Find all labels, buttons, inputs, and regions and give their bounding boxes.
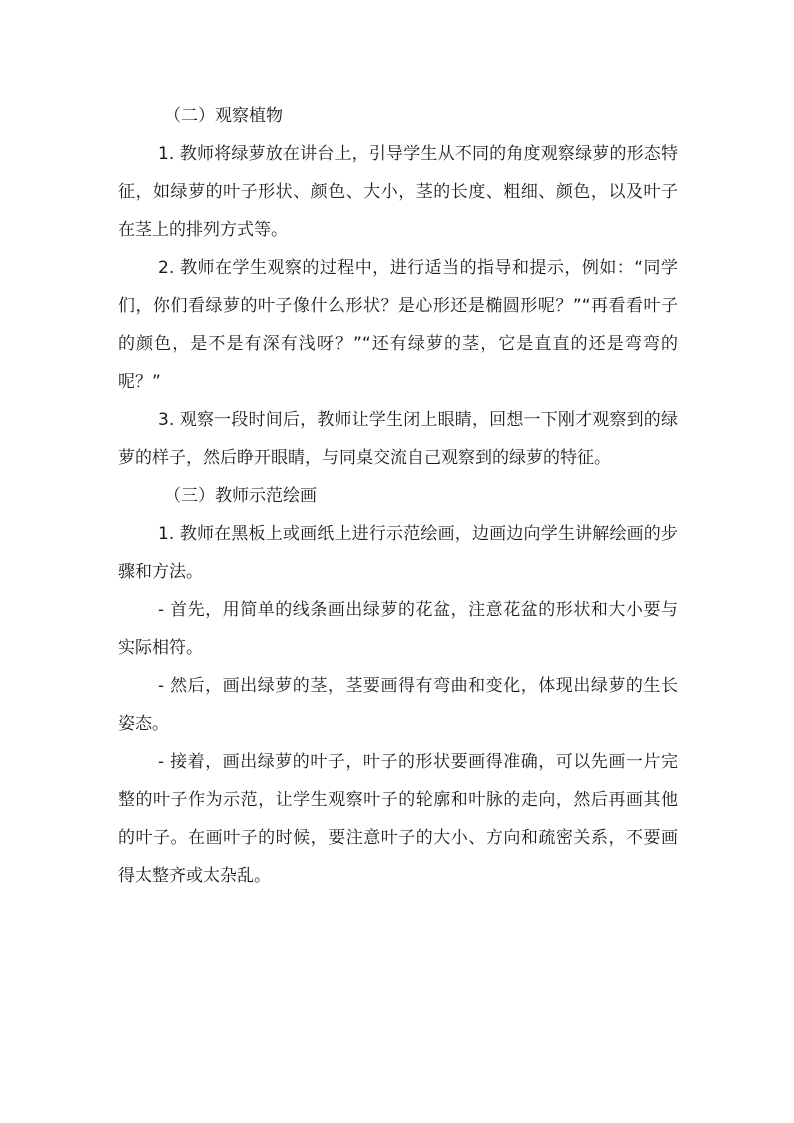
paragraph-demo-step-1: 1. 教师在黑板上或画纸上进行示范绘画，边画边向学生讲解绘画的步骤和方法。 <box>118 524 678 582</box>
paragraph-demo-leaves: - 接着，画出绿萝的叶子，叶子的形状要画得准确，可以先画一片完整的叶子作为示范，让学生观察叶子的轮廓和叶脉的走向，然后再画其他的叶子。在画叶子的时候，要注意叶子的大小、方向和疏密关系，不要画得太整齐或太杂乱。 <box>118 752 678 886</box>
paragraph-demo-stem: - 然后，画出绿萝的茎，茎要画得有弯曲和变化，体现出绿萝的生长姿态。 <box>118 676 678 734</box>
paragraph-demo-pot: - 首先，用简单的线条画出绿萝的花盆，注意花盆的形状和大小要与实际相符。 <box>118 600 678 658</box>
paragraph-observe-step-1: 1. 教师将绿萝放在讲台上，引导学生从不同的角度观察绿萝的形态特征，如绿萝的叶子形状、颜色、大小，茎的长度、粗细、颜色，以及叶子在茎上的排列方式等。 <box>118 144 678 240</box>
section-heading-teacher-demo: （三）教师示范绘画 <box>164 486 317 506</box>
document-body <box>118 97 678 895</box>
paragraph-observe-step-3: 3. 观察一段时间后，教师让学生闭上眼睛，回想一下刚才观察到的绿萝的样子，然后睁开眼睛，与同桌交流自己观察到的绿萝的特征。 <box>118 410 678 468</box>
section-heading-observe-plants: （二）观察植物 <box>164 106 283 126</box>
paragraph-observe-step-2: 2. 教师在学生观察的过程中，进行适当的指导和提示，例如：“同学们，你们看绿萝的叶子像什么形状？是心形还是椭圆形呢？”“再看看叶子的颜色，是不是有深有浅呀？”“还有绿萝的茎，它是直直的还是弯弯的呢？” <box>118 258 678 392</box>
